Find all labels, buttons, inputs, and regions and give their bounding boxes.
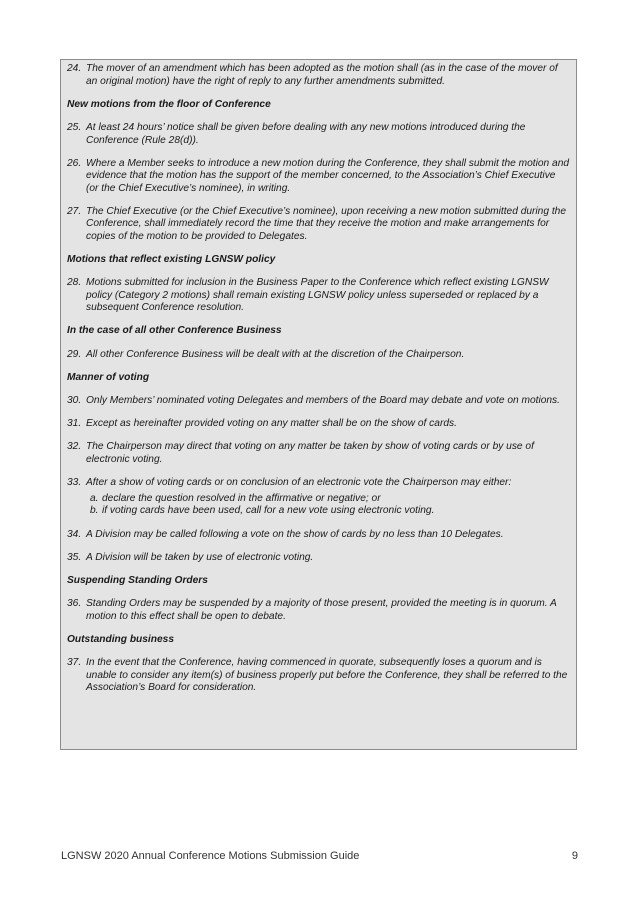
page-number: 9	[571, 850, 578, 862]
option-letter: a.	[90, 492, 99, 504]
clause-34	[67, 529, 570, 542]
clause-text: All other Conference Business will be dealt with at the discretion of the Chairperson.	[86, 348, 465, 360]
clause-number: 36.	[67, 598, 82, 609]
option-a	[90, 493, 570, 506]
clause-number: 35.	[67, 551, 82, 563]
clause-text: The Chairperson may direct that voting on any matter be taken by show of voting cards or by use of electronic voting.	[86, 441, 534, 465]
clause-text: Standing Orders may be suspended by a majority of those present, provided the meeting is in quorum. A motion to this effect shall be open to debate.	[86, 598, 557, 622]
clause-number: 37.	[67, 657, 82, 668]
clause-27	[67, 206, 570, 244]
clause-33	[67, 477, 570, 490]
clause-number: 25.	[67, 122, 82, 133]
heading-suspending-standing-orders: Suspending Standing Orders	[67, 574, 208, 586]
heading-existing-policy: Motions that reflect existing LGNSW policy	[67, 253, 276, 265]
clause-text: Only Members’ nominated voting Delegates and members of the Board may debate and vote on motions.	[86, 395, 560, 406]
clause-25	[67, 122, 570, 147]
footer-title: LGNSW 2020 Annual Conference Motions Submission Guide	[61, 850, 360, 862]
clause-text: Motions submitted for inclusion in the Business Paper to the Conference which reflect existing LGNSW policy (Category 2 motions) shall remain existing LGNSW policy unless superseded or replaced by a subsequent Conference resolution.	[86, 277, 549, 313]
clause-number: 31.	[67, 418, 82, 429]
option-b	[90, 505, 570, 518]
clause-text: The Chief Executive (or the Chief Executive’s nominee), upon receiving a new motion submitted during the Conference, shall immediately record the time that they receive the motion and make arrangements for copies of the motion to be provided to Delegates.	[86, 205, 567, 242]
clause-number: 30.	[67, 395, 82, 406]
heading-other-business: In the case of all other Conference Business	[67, 325, 282, 336]
clause-text: The mover of an amendment which has been adopted as the motion shall (as in the case of the mover of an original motion) have the right of reply to any further amendments submitted.	[86, 63, 558, 87]
clause-text: After a show of voting cards or on conclusion of an electronic vote the Chairperson may either:	[86, 476, 512, 488]
clause-31	[67, 418, 570, 431]
standing-orders-box	[60, 59, 577, 750]
clause-number: 34.	[67, 528, 82, 540]
option-text: if voting cards have been used, call for a new vote using electronic voting.	[102, 505, 435, 516]
clause-text: Where a Member seeks to introduce a new motion during the Conference, they shall submit the motion and evidence that the motion has the support of the member concerned, to the Association’s Chief Executive (or the Chief Executive’s nominee), in writing.	[86, 157, 570, 194]
clause-text: Except as hereinafter provided voting on any matter shall be on the show of cards.	[86, 418, 457, 429]
heading-new-motions: New motions from the floor of Conference	[67, 98, 271, 110]
clause-text: A Division may be called following a vote on the show of cards by no less than 10 Delegates.	[86, 528, 504, 540]
clause-35	[67, 552, 570, 565]
clause-36	[67, 598, 570, 623]
clause-text: In the event that the Conference, having commenced in quorate, subsequently loses a quorum and is unable to consider any item(s) of business properly put before the Conference, they shall be referred to the Association’s Board for consideration.	[86, 657, 568, 693]
clause-32	[67, 441, 570, 466]
clause-number: 27.	[67, 205, 82, 217]
clause-number: 28.	[67, 277, 82, 288]
clause-29	[67, 349, 570, 362]
clause-text: At least 24 hours’ notice shall be given before dealing with any new motions introduced during the Conference (Rule 28(d)).	[86, 122, 526, 146]
clause-number: 32.	[67, 441, 82, 452]
clause-number: 26.	[67, 157, 82, 169]
clause-26	[67, 158, 570, 196]
heading-outstanding-business: Outstanding business	[67, 633, 174, 645]
option-text: declare the question resolved in the affirmative or negative; or	[102, 492, 381, 504]
clause-28	[67, 277, 570, 315]
clause-24	[67, 63, 570, 88]
page-footer	[61, 850, 578, 862]
clause-number: 29.	[67, 348, 82, 360]
clause-30	[67, 395, 570, 408]
clause-37	[67, 657, 570, 695]
clause-number: 33.	[67, 476, 82, 488]
clause-number: 24.	[67, 63, 82, 74]
heading-manner-of-voting: Manner of voting	[67, 371, 150, 383]
option-letter: b.	[90, 505, 99, 516]
clause-text: A Division will be taken by use of electronic voting.	[86, 551, 314, 563]
clause-33-options	[90, 493, 570, 518]
